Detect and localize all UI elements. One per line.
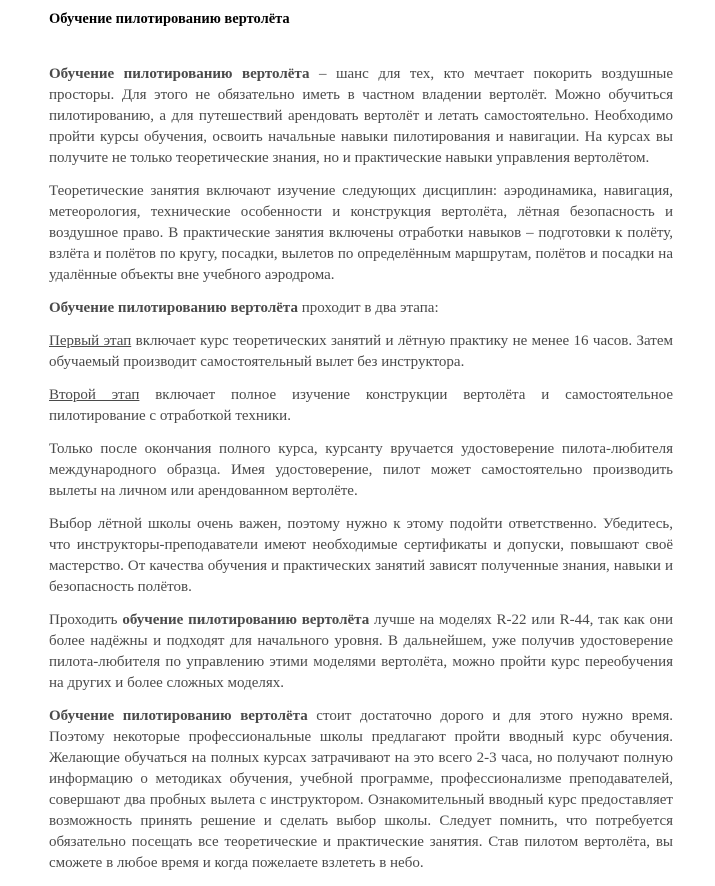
paragraph-text: проходит в два этапа:	[298, 300, 439, 316]
bold-term: Обучение пилотированию вертолёта	[49, 708, 308, 724]
paragraph-text: включает полное изучение конструкции вертолёта и самостоятельное пилотирование с отработкой техники.	[49, 387, 674, 424]
paragraph-stages-intro	[49, 298, 673, 319]
paragraph-school-choice	[49, 514, 673, 598]
paragraph-models	[49, 610, 673, 694]
paragraph-text: стоит достаточно дорого и для этого нужно время. Поэтому некоторые профессиональные школы предлагают пройти вводный курс обучения. Желающие обучаться на полных курсах затрачивают на это всего 2-3 часа, но получают полную информацию о методиках обучения, учебной программе, профессионализме преподавателей, совершают два пробных вылета с инструктором. Ознакомительный вводный курс предоставляет возможность принять решение и сделать выбор школы. Следует помнить, что потребуется обязательно посещать все теоретические и практические занятия. Став пилотом вертолёта, вы сможете в любое время и когда пожелаете взлететь в небо.	[49, 708, 673, 871]
stage-two-label: Второй этап	[49, 387, 140, 403]
paragraph-theory	[49, 181, 673, 286]
paragraph-text: Только после окончания полного курса, курсанту вручается удостоверение пилота-любителя международного образца. Имея удостоверение, пилот может самостоятельно производить вылеты на личном или арендованном вертолёте.	[49, 441, 673, 499]
bold-term: Обучение пилотированию вертолёта	[49, 66, 310, 82]
stage-one-label: Первый этап	[49, 333, 132, 349]
paragraph-intro-course	[49, 706, 673, 874]
bold-term: обучение пилотированию вертолёта	[122, 612, 370, 628]
bold-term: Обучение пилотированию вертолёта	[49, 300, 298, 316]
paragraph-text: включает курс теоретических занятий и лётную практику не менее 16 часов. Затем обучаемый производит самостоятельный вылет без инструктора.	[49, 333, 674, 370]
page-title: Обучение пилотированию вертолёта	[49, 11, 290, 27]
paragraph-intro	[49, 64, 673, 169]
paragraph-text: Теоретические занятия включают изучение следующих дисциплин: аэродинамика, навигация, метеорология, технические особенности и конструкция вертолёта, лётная безопасность и воздушное право. В практические занятия включены отработки навыков – подготовки к полёту, взлёта и полётов по кругу, посадки, вылетов по определённым маршрутам, полётов и посадки на удалённые объекты вне учебного аэродрома.	[49, 183, 673, 283]
article-body	[49, 64, 673, 886]
paragraph-text: Выбор лётной школы очень важен, поэтому нужно к этому подойти ответственно. Убедитесь, что инструкторы-преподаватели имеют необходимые сертификаты и допуски, повышают своё мастерство. От качества обучения и практических занятий зависят полученные знания, навыки и безопасность полётов.	[49, 516, 673, 595]
paragraph-certificate	[49, 439, 673, 502]
paragraph-text: – шанс для тех, кто мечтает покорить воздушные просторы. Для этого не обязательно иметь в частном владении вертолёт. Можно обучиться пилотированию, а для путешествий арендовать вертолёт и летать самостоятельно. Необходимо пройти курсы обучения, освоить начальные навыки пилотирования и навигации. На курсах вы получите не только теоретические знания, но и практические навыки управления вертолётом.	[49, 66, 673, 166]
paragraph-text: Проходить	[49, 612, 123, 628]
paragraph-stage-one	[49, 331, 673, 373]
paragraph-stage-two	[49, 385, 673, 427]
paragraph-text: лучше на моделях R-22 или R-44, так как они более надёжны и подходят для начального уровня. В дальнейшем, уже получив удостоверение пилота-любителя по управлению этими моделями вертолёта, можно пройти курс переобучения на других и более сложных моделях.	[49, 612, 673, 691]
